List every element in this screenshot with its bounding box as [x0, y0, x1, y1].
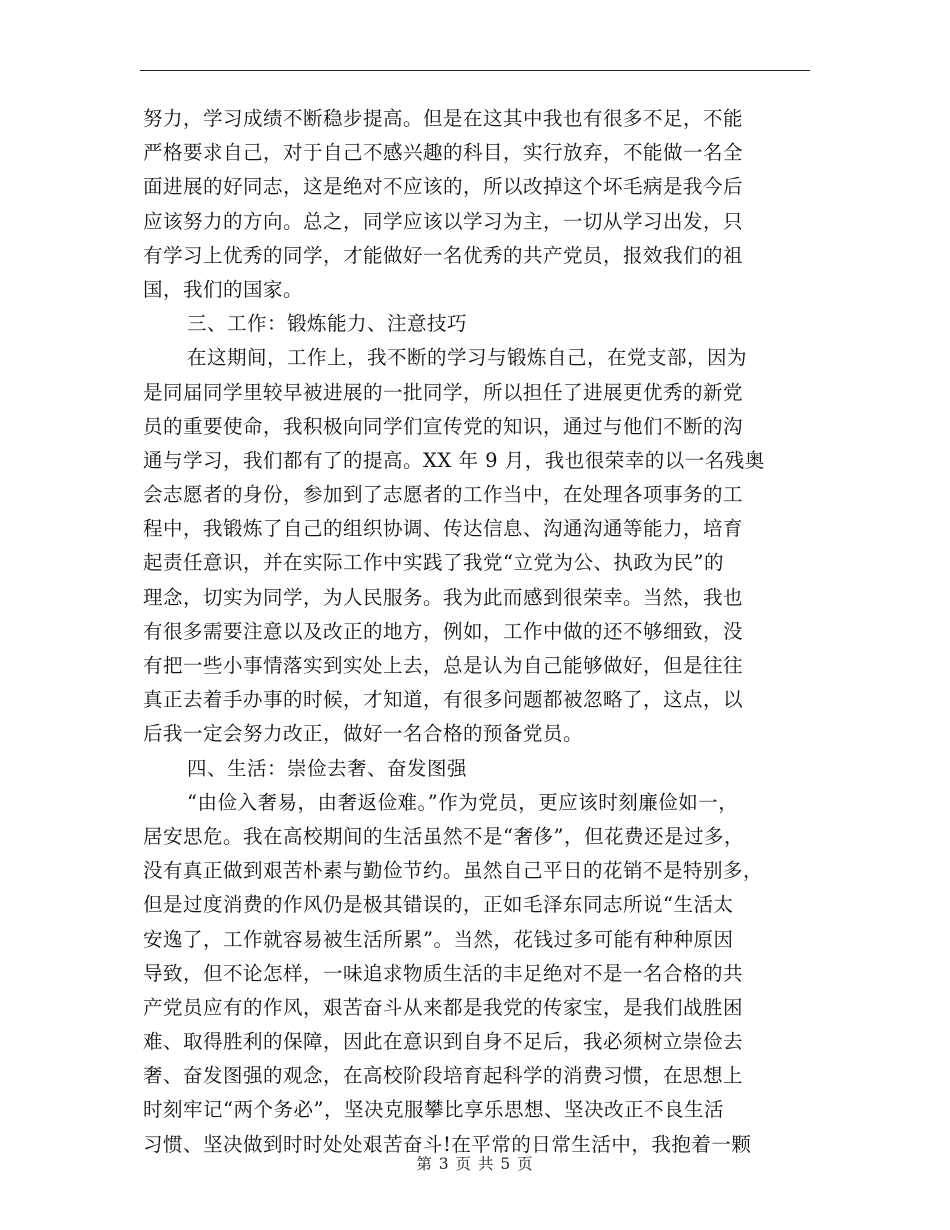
- text-line: 难、取得胜利的保障，因此在意识到自身不足后，我必须树立崇俭去: [143, 1030, 744, 1054]
- text-line: 严格要求自己，对于自己不感兴趣的科目，实行放弃，不能做一名全: [143, 141, 744, 165]
- text-line: 安逸了，工作就容易被生活所累”。当然，花钱过多可能有种种原因: [143, 927, 734, 951]
- text-line: 有很多需要注意以及改正的地方，例如，工作中做的还不够细致，没: [143, 619, 744, 643]
- text-line: 通与学习，我们都有了的提高。XX 年 9 月，我也很荣幸的以一名残奥: [143, 448, 765, 472]
- text-line: 理念，切实为同学，为人民服务。我为此而感到很荣幸。当然，我也: [143, 585, 744, 609]
- header-rule: [140, 70, 810, 71]
- text-line: 会志愿者的身份，参加到了志愿者的工作当中，在处理各项事务的工: [143, 483, 744, 507]
- text-line: 国，我们的国家。: [143, 277, 304, 301]
- text-line: 面进展的好同志，这是绝对不应该的，所以改掉这个坏毛病是我今后: [143, 175, 744, 199]
- text-line: 程中，我锻炼了自己的组织协调、传达信息、沟通沟通等能力，培育: [143, 517, 744, 541]
- paragraph-start: 在这期间，工作上，我不断的学习与锻炼自己，在党支部，因为: [187, 346, 748, 370]
- document-body: [143, 102, 803, 1162]
- text-line: 应该努力的方向。总之，同学应该以学习为主，一切从学习出发，只: [143, 209, 744, 233]
- text-line: 有把一些小事情落实到实处上去，总是认为自己能够做好，但是往往: [143, 654, 744, 677]
- text-line: 是同届同学里较早被进展的一批同学，所以担任了进展更优秀的新党: [143, 380, 744, 404]
- text-line: 努力，学习成绩不断稳步提高。但是在这其中我也有很多不足，不能: [143, 107, 744, 130]
- text-line: 产党员应有的作风，艰苦奋斗从来都是我党的传家宝，是我们战胜困: [143, 995, 744, 1019]
- text-line: 真正去着手办事的时候，才知道，有很多问题都被忽略了，这点，以: [143, 688, 744, 712]
- text-line: 导致，但不论怎样，一味追求物质生活的丰足绝对不是一名合格的共: [143, 961, 744, 985]
- text-line: 奢、奋发图强的观念，在高校阶段培育起科学的消费习惯，在思想上: [143, 1064, 744, 1088]
- section-heading-work: 三、工作：锻炼能力、注意技巧: [187, 312, 468, 336]
- text-line: 后我一定会努力改正，做好一名合格的预备党员。: [143, 722, 584, 746]
- text-line: 起责任意识，并在实际工作中实践了我党“立党为公、执政为民”的: [143, 551, 724, 575]
- section-heading-life: 四、生活：崇俭去奢、奋发图强: [187, 756, 468, 780]
- text-line: 习惯、坚决做到时时处处艰苦奋斗!在平常的日常生活中，我抱着一颗: [143, 1132, 752, 1156]
- text-line: 时刻牢记“两个务必”，坚决克服攀比享乐思想、坚决改正不良生活: [143, 1098, 724, 1122]
- paragraph-start: “由俭入奢易，由奢返俭难。”作为党员，更应该时刻廉俭如一，: [187, 790, 739, 814]
- text-line: 没有真正做到艰苦朴素与勤俭节约。虽然自己平日的花销不是特别多，: [143, 859, 764, 883]
- text-line: 居安思危。我在高校期间的生活虽然不是“奢侈”，但花费还是过多，: [143, 824, 744, 848]
- text-line: 有学习上优秀的同学，才能做好一名优秀的共产党员，报效我们的祖: [143, 243, 744, 267]
- page-number-footer: 第 3 页 共 5 页: [416, 1155, 534, 1173]
- text-line: 员的重要使命，我积极向同学们宣传党的知识，通过与他们不断的沟: [143, 414, 744, 438]
- text-line: 但是过度消费的作风仍是极其错误的，正如毛泽东同志所说“生活太: [143, 893, 734, 917]
